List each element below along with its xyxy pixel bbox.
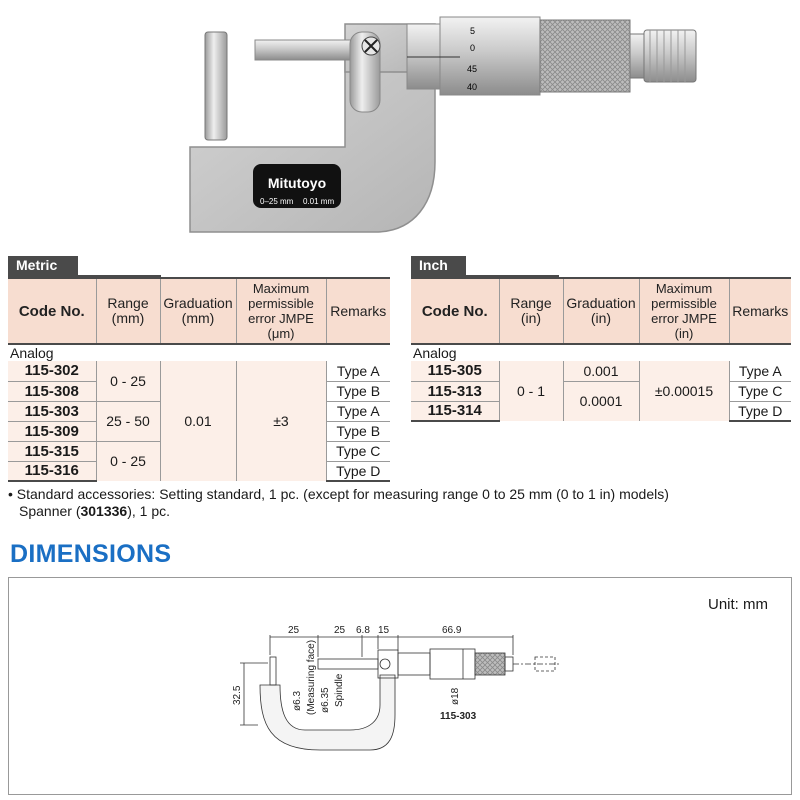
metric-range: 0 - 25 bbox=[96, 441, 160, 481]
graduation-marking: 0.01 mm bbox=[303, 197, 335, 206]
metric-header-code: Code No. bbox=[8, 278, 96, 344]
metric-graduation: 0.01 bbox=[160, 361, 236, 481]
metric-remark: Type B bbox=[326, 421, 390, 441]
inch-remark: Type C bbox=[729, 381, 791, 401]
metric-range: 0 - 25 bbox=[96, 361, 160, 401]
dim-model-label: 115-303 bbox=[440, 711, 477, 722]
dim-25b: 25 bbox=[334, 625, 346, 636]
inch-graduation: 0.001 bbox=[563, 361, 639, 381]
thimble-number: 40 bbox=[467, 82, 478, 92]
accessories-spanner-pre: Spanner ( bbox=[19, 503, 81, 519]
inch-range: 0 - 1 bbox=[499, 361, 563, 421]
accessories-line-2 bbox=[8, 503, 669, 520]
metric-table bbox=[8, 277, 390, 482]
inch-remark: Type A bbox=[729, 361, 791, 381]
thimble-number: 45 bbox=[467, 64, 478, 74]
metric-remark: Type B bbox=[326, 381, 390, 401]
metric-code: 115-302 bbox=[8, 361, 96, 381]
unit-label: Unit: mm bbox=[708, 596, 768, 613]
metric-group-label: Analog bbox=[8, 344, 390, 361]
dim-66-9: 66.9 bbox=[442, 625, 462, 636]
inch-header-error: Maximum permissible error JMPE (in) bbox=[639, 278, 729, 344]
inch-graduation: 0.0001 bbox=[563, 381, 639, 421]
thimble-number: 5 bbox=[470, 26, 476, 36]
metric-remark: Type D bbox=[326, 461, 390, 481]
dim-thimble-diameter: ø18 bbox=[450, 687, 461, 705]
range-marking: 0–25 mm bbox=[260, 197, 294, 206]
metric-header-remarks: Remarks bbox=[326, 278, 390, 344]
inch-group-label: Analog bbox=[411, 344, 791, 361]
metric-code: 115-308 bbox=[8, 381, 96, 401]
metric-remark: Type A bbox=[326, 361, 390, 381]
dim-32-5: 32.5 bbox=[232, 685, 243, 705]
spanner-code: 301336 bbox=[80, 503, 128, 519]
metric-code: 115-315 bbox=[8, 441, 96, 461]
metric-code: 115-316 bbox=[8, 461, 96, 481]
metric-remark: Type C bbox=[326, 441, 390, 461]
metric-range: 25 - 50 bbox=[96, 401, 160, 441]
brand-label: Mitutoyo bbox=[267, 175, 327, 191]
micrometer-photo bbox=[185, 12, 715, 240]
inch-code: 115-314 bbox=[411, 401, 499, 421]
metric-tab: Metric bbox=[8, 256, 78, 276]
thimble-number: 0 bbox=[470, 43, 476, 53]
accessories-note bbox=[8, 486, 669, 520]
inch-header-code: Code No. bbox=[411, 278, 499, 344]
inch-error: ±0.00015 bbox=[639, 361, 729, 421]
accessories-line-1: • Standard accessories: Setting standard, 1 pc. (except for measuring range 0 to 25 mm (0 to 1 in) models) bbox=[8, 486, 669, 502]
inch-table bbox=[411, 277, 791, 422]
metric-code: 115-303 bbox=[8, 401, 96, 421]
metric-error: ±3 bbox=[236, 361, 326, 481]
inch-code: 115-313 bbox=[411, 381, 499, 401]
metric-header-graduation: Graduation (mm) bbox=[160, 278, 236, 344]
dim-6-8: 6.8 bbox=[356, 625, 370, 636]
inch-tab: Inch bbox=[411, 256, 466, 276]
inch-header-remarks: Remarks bbox=[729, 278, 791, 344]
dimensions-title: DIMENSIONS bbox=[10, 540, 172, 568]
dim-anvil-diameter: ø6.3 bbox=[292, 690, 303, 711]
accessories-spanner-post: ), 1 pc. bbox=[127, 503, 170, 519]
dim-measuring-face: (Measuring face) bbox=[306, 639, 317, 715]
metric-header-range: Range (mm) bbox=[96, 278, 160, 344]
dimension-drawing bbox=[230, 615, 570, 780]
metric-remark: Type A bbox=[326, 401, 390, 421]
dim-15: 15 bbox=[378, 625, 390, 636]
dim-spindle-diameter: ø6.35 bbox=[320, 687, 331, 713]
inch-remark: Type D bbox=[729, 401, 791, 421]
inch-header-range: Range (in) bbox=[499, 278, 563, 344]
metric-code: 115-309 bbox=[8, 421, 96, 441]
inch-code: 115-305 bbox=[411, 361, 499, 381]
dim-25a: 25 bbox=[288, 625, 300, 636]
inch-header-graduation: Graduation (in) bbox=[563, 278, 639, 344]
metric-header-error: Maximum permissible error JMPE (μm) bbox=[236, 278, 326, 344]
dim-spindle-label: Spindle bbox=[334, 673, 345, 707]
